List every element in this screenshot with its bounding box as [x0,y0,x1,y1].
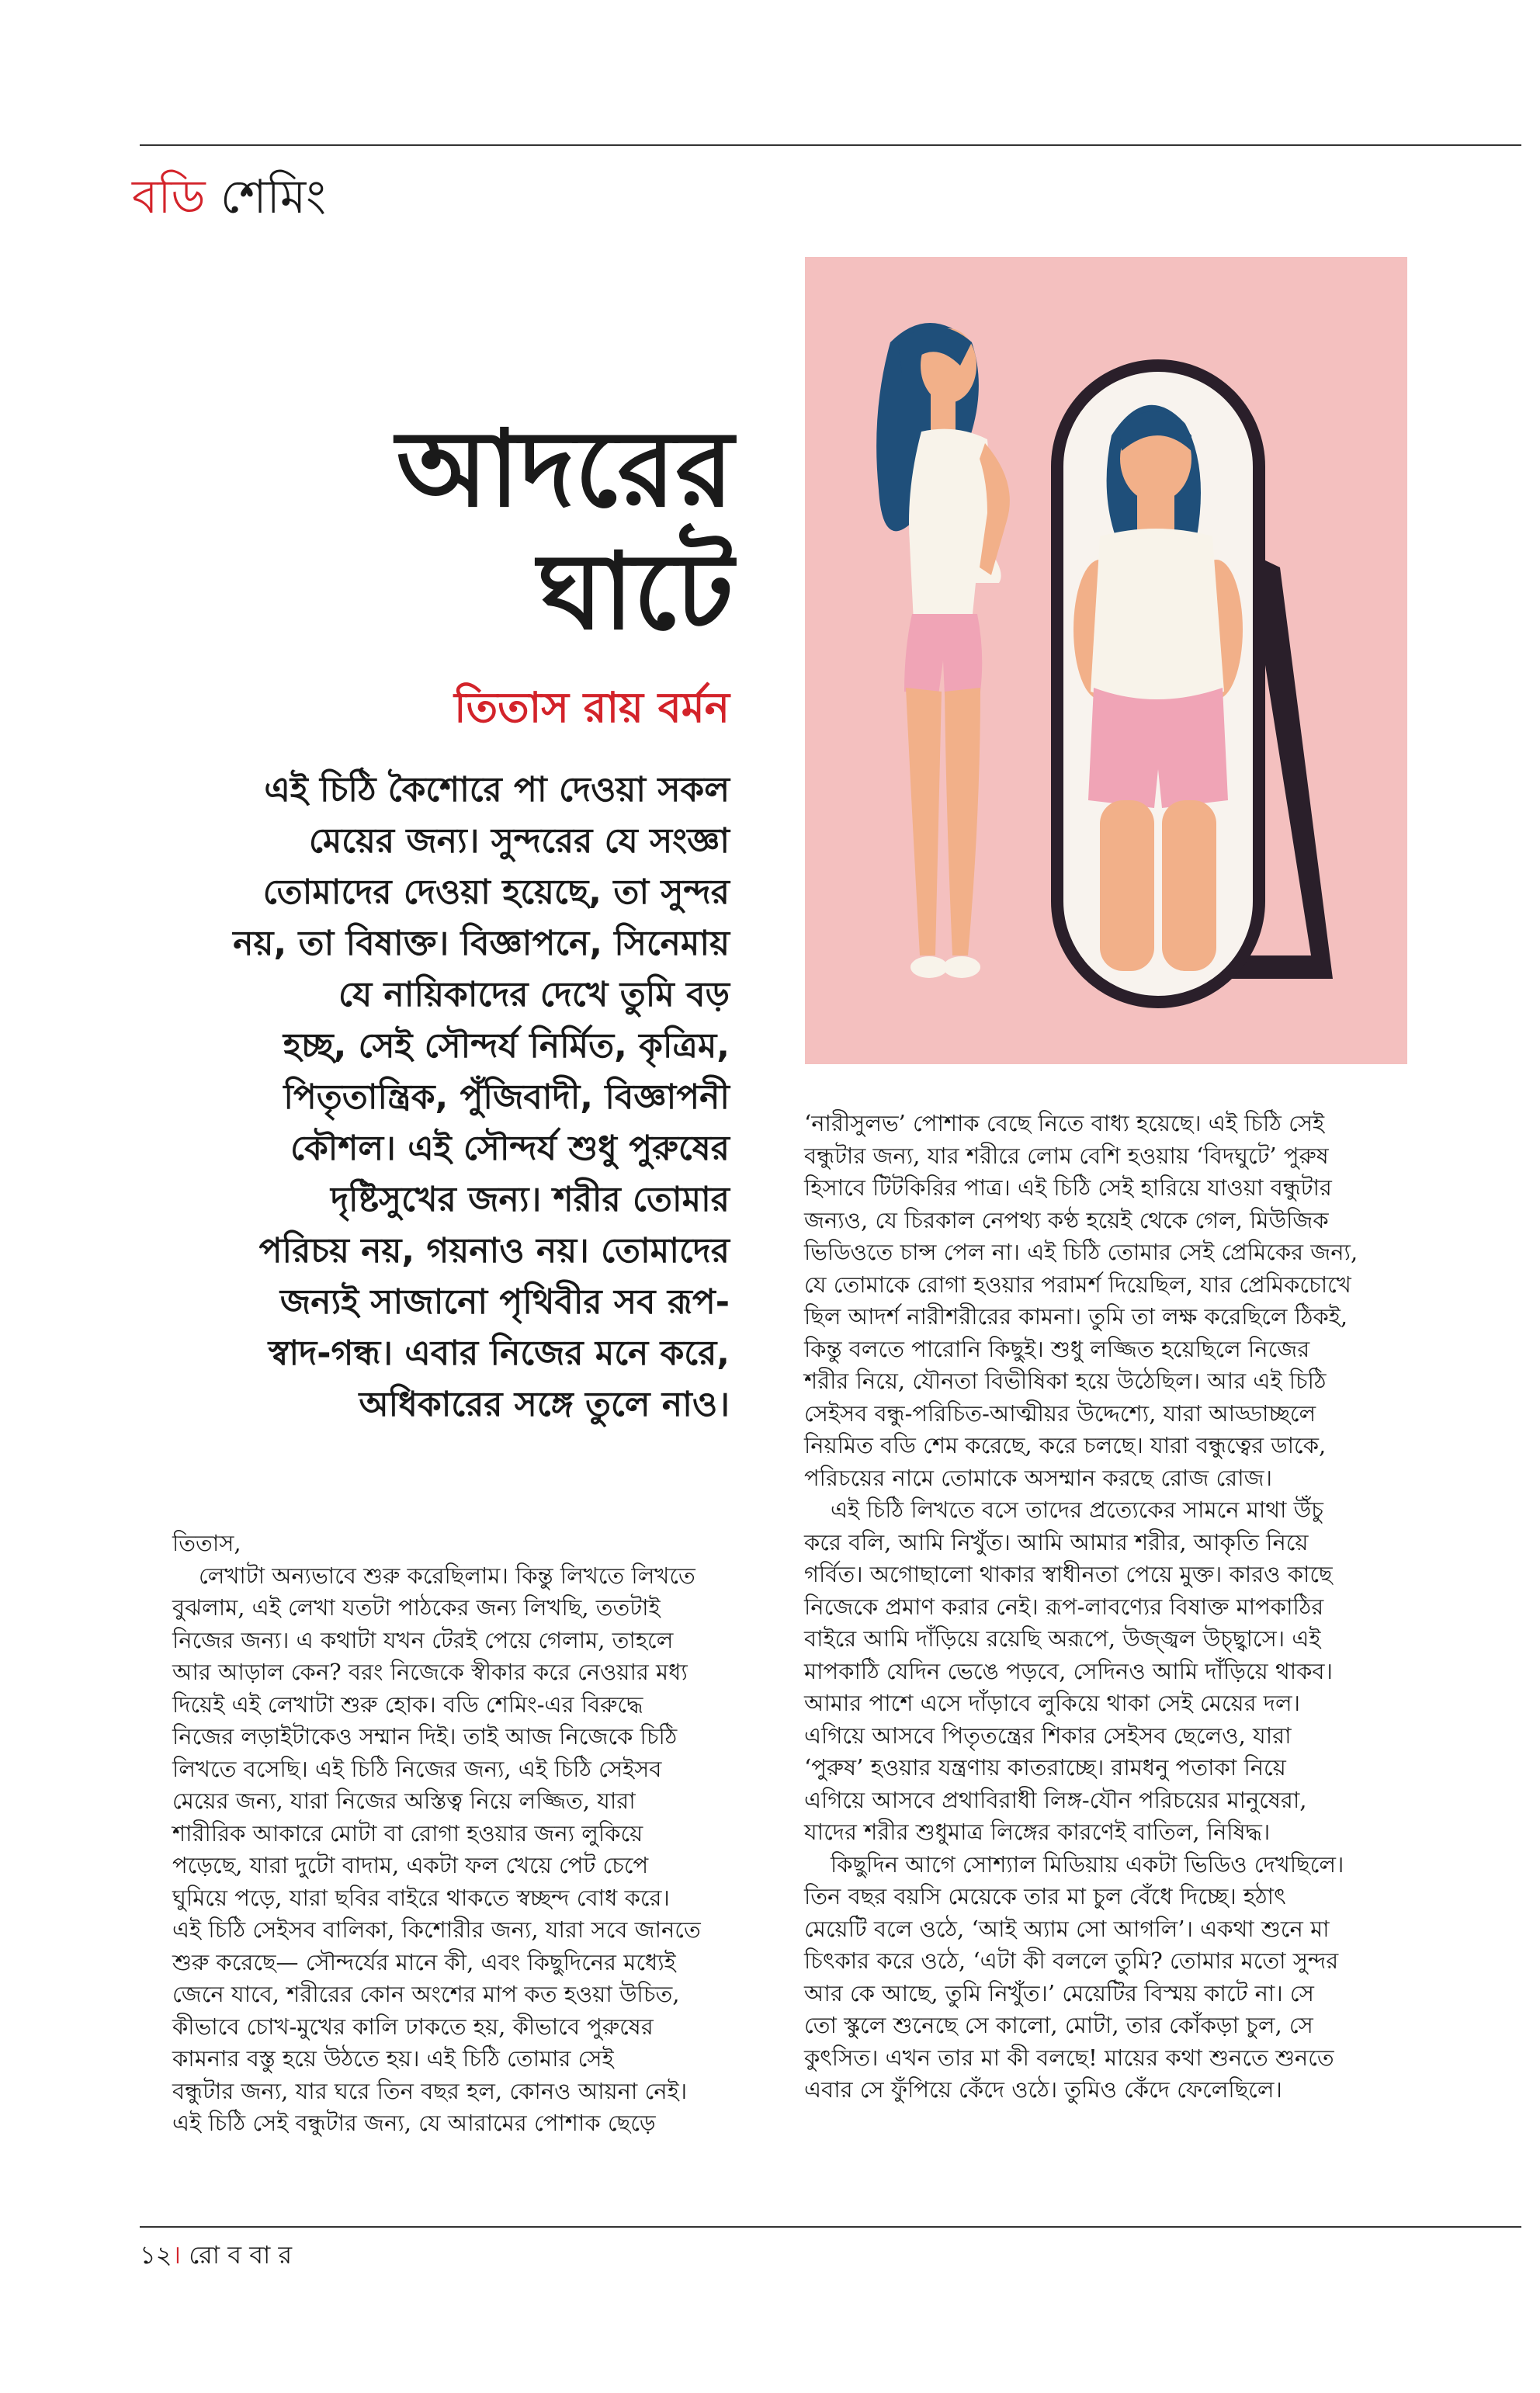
body-line: এই চিঠি লিখতে বসে তাদের প্রত্যেকের সামনে মাথা উঁচু [831,1496,1323,1523]
body-line: ‘পুরুষ’ হওয়ার যন্ত্রণায় কাতরাচ্ছে। রামধনু পতাকা নিয়ে [804,1754,1286,1781]
body-line: যে তোমাকে রোগা হওয়ার পরামর্শ দিয়েছিল, যার প্রেমিকচোখে [804,1271,1351,1298]
intro-line: নয়, তা বিষাক্ত। বিজ্ঞাপনে, সিনেমায় [233,924,730,963]
body-line: কিছুদিন আগে সোশ্যাল মিডিয়ায় একটা ভিডিও দেখছিলে। [831,1850,1344,1878]
intro-line: যে নায়িকাদের দেখে তুমি বড় [338,975,730,1014]
body-line: লেখাটা অন্যভাবে শুরু করেছিলাম। কিন্তু লিখতে লিখতে [199,1562,695,1589]
mirror-illustration [805,257,1407,1064]
intro-line: হচ্ছ, সেই সৌন্দর্য নির্মিত, কৃত্রিম, [283,1026,730,1066]
intro-line: এই চিঠি কৈশোরে পা দেওয়া সকল [264,770,730,810]
section-label-red: বডি [132,170,206,224]
bottom-rule [140,2226,1521,2228]
body-line: দিয়েই এই লেখাটা শুরু হোক। বডি শেমিং-এর বিরুদ্ধে [172,1691,643,1718]
section-label [132,161,326,239]
intro-line: দৃষ্টিসুখের জন্য। শরীর তোমার [330,1180,730,1219]
intro-paragraph [177,765,730,1431]
intro-line: কৌশল। এই সৌন্দর্য শুধু পুরুষের [290,1129,730,1168]
intro-line: অধিকারের সঙ্গে তুলে নাও। [359,1385,730,1424]
byline: তিতাস রায় বর্মন [454,683,730,732]
body-line: পড়েছে, যারা দুটো বাদাম, একটা ফল খেয়ে পেট চেপে [172,1852,649,1878]
body-column-left [172,1528,739,2140]
top-rule [140,144,1521,146]
body-line: তিতাস, [172,1530,241,1556]
body-line: মেয়েটি বলে ওঠে, ‘আই অ্যাম সো আগলি’। একথা শুনে মা [804,1915,1330,1942]
body-line: শারীরিক আকারে মোটা বা রোগা হওয়ার জন্য লুকিয়ে [172,1819,643,1847]
body-line: যাদের শরীর শুধুমাত্র লিঙ্গের কারণেই বাতিল, নিষিদ্ধ। [804,1819,1271,1845]
body-line: ‘নারীসুলভ’ পোশাক বেছে নিতে বাধ্য হয়েছে। এই চিঠি সেই [804,1110,1325,1136]
body-line: মাপকাঠি যেদিন ভেঙে পড়বে, সেদিনও আমি দাঁড়িয়ে থাকব। [804,1657,1333,1684]
body-line: বুঝলাম, এই লেখা যতটা পাঠকের জন্য লিখছি, ততটাই [172,1594,661,1621]
headline-line-1: আদরের [396,407,734,531]
body-line: এই চিঠি সেই বন্ধুটার জন্য, যে আরামের পোশাক ছেড়ে [172,2110,656,2136]
body-line: জন্যও, যে চিরকাল নেপথ্য কণ্ঠ হয়েই থেকে গেল, মিউজিক [804,1206,1329,1233]
body-line: ভিডিওতে চান্স পেল না। এই চিঠি তোমার সেই প্রেমিকের জন্য, [804,1239,1358,1265]
intro-line: মেয়ের জন্য। সুন্দরের যে সংজ্ঞা [308,821,730,861]
magazine-name: রো ব বা র [189,2240,293,2270]
body-line: তিন বছর বয়সি মেয়েকে তার মা চুল বেঁধে দিচ্ছে। হঠাৎ [804,1883,1286,1909]
body-line: কীভাবে চোখ-মুখের কালি ঢাকতে হয়, কীভাবে পুরুষের [172,2013,654,2040]
body-line: ছিল আদর্শ নারীশরীরের কামনা। তুমি তা লক্ষ করেছিলে ঠিকই, [804,1303,1348,1330]
body-line: তো স্কুলে শুনেছে সে কালো, মোটা, তার কোঁকড়া চুল, সে [804,2012,1313,2038]
body-line: কুৎসিত। এখন তার মা কী বলছে! মায়ের কথা শুনতে শুনতে [804,2044,1334,2071]
section-label-dark: শেমিং [220,170,326,224]
body-column-right [804,1108,1417,2107]
intro-line: জন্যই সাজানো পৃথিবীর সব রূপ- [279,1282,730,1322]
intro-line: পিতৃতান্ত্রিক, পুঁজিবাদী, বিজ্ঞাপনী [283,1077,730,1117]
body-line: নিয়মিত বডি শেম করেছে, করে চলছে। যারা বন্ধুত্বের ডাকে, [804,1432,1327,1458]
headline-line-2: ঘাটে [537,529,734,654]
body-line: কিন্তু বলতে পারোনি কিছুই। শুধু লজ্জিত হয়েছিলে নিজের [804,1335,1310,1362]
body-line: বন্ধুটার জন্য, যার ঘরে তিন বছর হল, কোনও আয়না নেই। [172,2077,688,2104]
body-line: শরীর নিয়ে, যৌনতা বিভীষিকা হয়ে উঠেছিল। আর এই চিঠি [804,1368,1327,1394]
body-line: বাইরে আমি দাঁড়িয়ে রয়েছি অরূপে, উজ্জ্বল উচ্ছ্বাসে। এই [804,1625,1321,1652]
folio-separator: । [172,2240,182,2270]
body-line: গর্বিত। অগোছালো থাকার স্বাধীনতা পেয়ে মুক্ত। কারও কাছে [804,1561,1333,1587]
body-line: এগিয়ে আসবে পিতৃতন্ত্রের শিকার সেইসব ছেলেও, যারা [804,1722,1292,1749]
intro-line: তোমাদের দেওয়া হয়েছে, তা সুন্দর [262,872,730,912]
headline [279,408,734,653]
body-line: চিৎকার করে ওঠে, ‘এটা কী বললে তুমি? তোমার মতো সুন্দর [804,1947,1339,1974]
body-line: এই চিঠি সেইসব বালিকা, কিশোরীর জন্য, যারা সবে জানতে [172,1916,701,1943]
body-line: সেইসব বন্ধু-পরিচিত-আত্মীয়র উদ্দেশ্যে, যারা আড্ডাচ্ছলে [804,1399,1316,1427]
body-line: মেয়ের জন্য, যারা নিজের অস্তিত্ব নিয়ে লজ্জিত, যারা [172,1788,636,1814]
body-line: নিজের লড়াইটাকেও সম্মান দিই। তাই আজ নিজেকে চিঠি [172,1723,678,1750]
body-line: আমার পাশে এসে দাঁড়াবে লুকিয়ে থাকা সেই মেয়ের দল। [804,1690,1300,1716]
body-line: নিজের জন্য। এ কথাটা যখন টেরই পেয়ে গেলাম, তাহলে [172,1626,674,1653]
folio [140,2235,292,2277]
body-line: নিজেকে প্রমাণ করার নেই। রূপ-লাবণ্যের বিষাক্ত মাপকাঠির [804,1593,1324,1620]
body-line: এবার সে ফুঁপিয়ে কেঁদে ওঠে। তুমিও কেঁদে ফেলেছিলে। [804,2076,1282,2103]
body-line: পরিচয়ের নামে তোমাকে অসম্মান করছে রোজ রোজ। [804,1464,1272,1491]
body-line: হিসাবে টিটকিরির পাত্র। এই চিঠি সেই হারিয়ে যাওয়া বন্ধুটার [804,1174,1332,1201]
intro-line: স্বাদ-গন্ধ। এবার নিজের মনে করে, [268,1333,730,1373]
body-line: আর আড়াল কেন? বরং নিজেকে স্বীকার করে নেওয়ার মধ্য [172,1659,688,1685]
body-line: শুরু করেছে— সৌন্দর্যের মানে কী, এবং কিছুদিনের মধ্যেই [172,1948,676,1975]
body-line: কামনার বস্তু হয়ে উঠতে হয়। এই চিঠি তোমার সেই [172,2045,614,2072]
page-number: ১২ [140,2240,172,2270]
body-line: জেনে যাবে, শরীরের কোন অংশের মাপ কত হওয়া উচিত, [172,1981,680,2007]
body-line: এগিয়ে আসবে প্রথাবিরাধী লিঙ্গ-যৌন পরিচয়ের মানুষেরা, [804,1786,1307,1813]
intro-line: পরিচয় নয়, গয়নাও নয়। তোমাদের [258,1231,730,1271]
body-line: লিখতে বসেছি। এই চিঠি নিজের জন্য, এই চিঠি সেইসব [172,1755,662,1782]
body-line: করে বলি, আমি নিখুঁত। আমি আমার শরীর, আকৃতি নিয়ে [804,1528,1309,1555]
body-line: ঘুমিয়ে পড়ে, যারা ছবির বাইরে থাকতে স্বচ্ছন্দ বোধ করে। [172,1884,670,1911]
body-line: আর কে আছে, তুমি নিখুঁত।’ মেয়েটির বিস্ময় কাটে না। সে [804,1979,1314,2006]
body-line: বন্ধুটার জন্য, যার শরীরে লোম বেশি হওয়ায় ‘বিদঘুটে’ পুরুষ [804,1142,1329,1169]
